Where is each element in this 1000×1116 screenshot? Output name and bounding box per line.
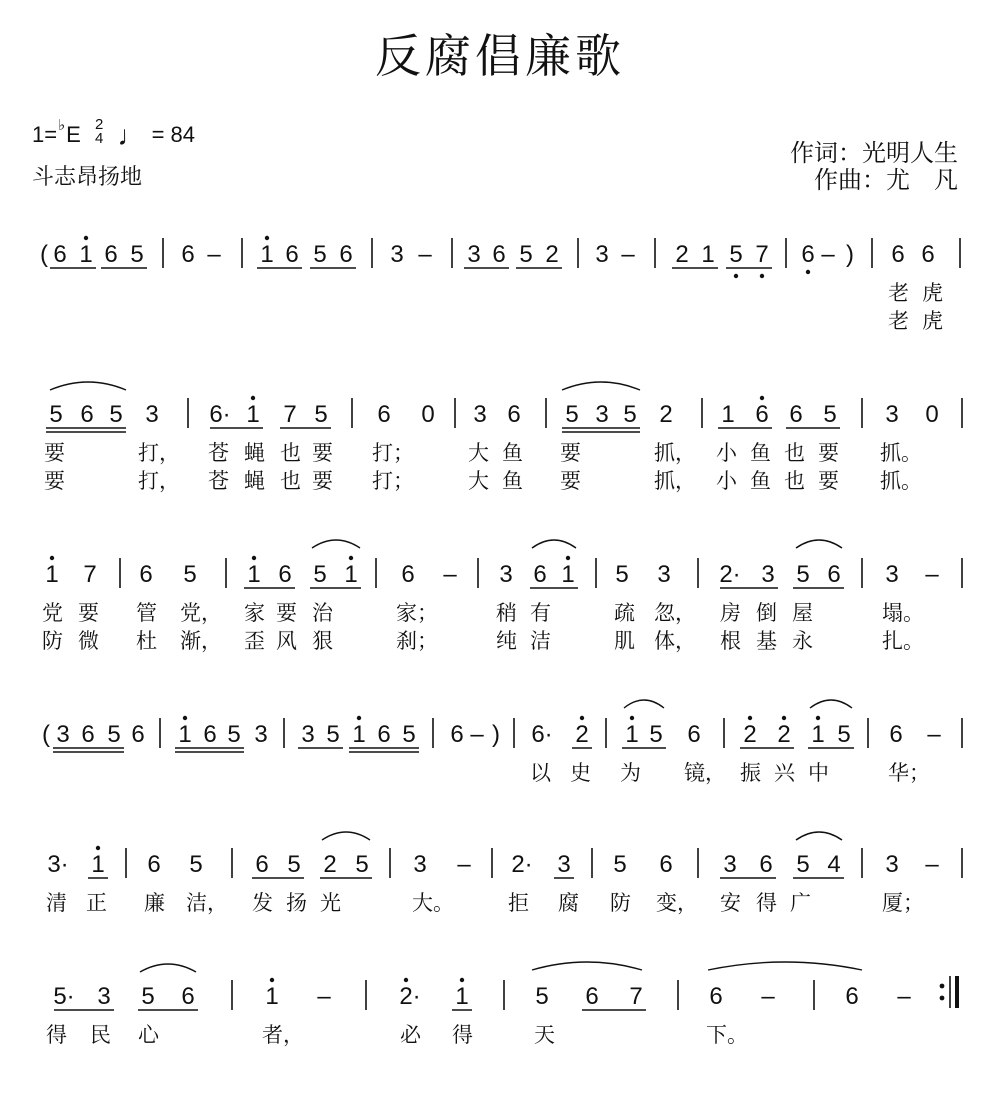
score-note: 5 [519,241,533,268]
score-note: 1 [246,401,260,428]
lyric-syllable: 苍 [208,441,229,465]
lyric-syllable: 天 [534,1023,555,1047]
lyric-syllable: 鱼 [502,469,523,493]
score-note: 6 [203,721,217,748]
score-note: 5 [313,241,327,268]
score-note: 5 [402,721,416,748]
score-note: 2 [545,241,559,268]
lyric-syllable: 心 [138,1023,159,1047]
score-note: 6 [709,983,723,1010]
tempo-value: = 84 [151,121,196,147]
score-note: 6 [789,401,803,428]
lyric-syllable: 要 [560,441,581,465]
score-note: 2· [511,851,533,878]
lyric-syllable: 要 [818,469,839,493]
lyric-syllable: 要 [44,441,65,465]
score-note: 5 [49,401,63,428]
score-note: 1 [561,561,575,588]
score-note: 1 [625,721,639,748]
score-note: 5 [287,851,301,878]
slur [810,700,852,708]
score-note: 0 [421,401,435,428]
lyric-syllable: 洁 [530,629,551,653]
lyric-syllable: 为 [620,761,641,785]
score-note: 3 [473,401,487,428]
slur [796,832,842,840]
lyric-syllable: 虎 [922,281,943,305]
score-note: 6· [209,401,231,428]
flat-sign: ♭ [58,116,66,134]
score-note: 6 [759,851,773,878]
score-note: 5 [109,401,123,428]
slur [532,962,642,970]
slur [140,964,196,972]
score-note: 2 [575,721,589,748]
lyric-syllable: 变， [656,891,698,915]
repeat-dot [940,996,945,1001]
score-note: 6 [377,401,391,428]
score-note: – [317,983,331,1010]
lyric-syllable: 肌 [614,629,635,653]
score-note: ( [40,241,48,268]
lyricist-credit: 作词：光明人生 [790,139,958,167]
octave-dot [252,556,256,560]
lyric-syllable: 鱼 [750,469,771,493]
score-note: 6 [507,401,521,428]
lyric-syllable: 正 [86,891,107,915]
lyric-syllable: 厦； [882,891,924,915]
lyric-syllable: 杜 [136,629,157,653]
lyric-syllable: 下。 [706,1023,748,1047]
score-note: 3 [761,561,775,588]
lyric-syllable: 打， [138,441,180,465]
score-note: 1 [721,401,735,428]
lyric-syllable: 广 [790,891,811,915]
octave-dot [270,978,274,982]
lyric-syllable: 老 [888,309,909,333]
score-note: 7 [83,561,97,588]
slur [312,540,360,548]
lyric-syllable: 得 [756,891,777,915]
score-note: 6 [181,241,195,268]
score-note: 3 [390,241,404,268]
score-note: – [821,241,835,268]
score-note: ( [42,721,50,748]
lyric-syllable: 小 [716,469,737,493]
octave-dot [404,978,408,982]
octave-dot [748,716,752,720]
lyric-syllable: 苍 [208,469,229,493]
slur [322,832,370,840]
lyric-syllable: 要 [560,469,581,493]
score-note: 6 [104,241,118,268]
slur [562,382,640,390]
lyric-syllable: 光 [320,891,341,915]
octave-dot [84,236,88,240]
score-note: ) [492,721,500,748]
score-note: – [761,983,775,1010]
score-note: 7 [755,241,769,268]
lyric-syllable: 得 [452,1023,473,1047]
lyric-syllable: 党 [42,601,63,625]
lyric-syllable: 打； [372,469,414,493]
score-note: 3 [467,241,481,268]
score-note: ) [846,241,854,268]
octave-dot [806,270,810,274]
lyric-syllable: 抓， [654,469,696,493]
octave-dot [96,846,100,850]
lyric-syllable: 振 [740,761,761,785]
time-top: 2 [94,116,104,133]
lyric-syllable: 家； [396,601,438,625]
score-note: 2 [675,241,689,268]
lyric-syllable: 永 [792,629,813,653]
lyric-syllable: 纯 [496,629,517,653]
score-note: 6 [533,561,547,588]
score-note: 2· [719,561,741,588]
score-note: – [457,851,471,878]
score-note: 3 [595,241,609,268]
score-note: 5 [615,561,629,588]
lyric-syllable: 也 [784,469,805,493]
lyric-syllable: 要 [312,441,333,465]
score-note: 2 [743,721,757,748]
lyric-syllable: 狠 [312,629,333,653]
lyric-syllable: 微 [78,629,99,653]
score-note: 7 [283,401,297,428]
lyric-syllable: 虎 [922,309,943,333]
lyric-syllable: 渐， [180,629,222,653]
score-note: – [418,241,432,268]
score-note: 6 [401,561,415,588]
score-note: 3 [56,721,70,748]
lyric-syllable: 大。 [412,891,454,915]
lyric-syllable: 要 [312,469,333,493]
score-note: 5 [141,983,155,1010]
octave-dot [734,274,738,278]
lyric-syllable: 清 [46,891,67,915]
lyric-syllable: 管 [136,601,157,625]
score-note: 3 [595,401,609,428]
lyric-syllable: 也 [280,441,301,465]
score-note: – [925,561,939,588]
score-note: 2 [323,851,337,878]
score-note: 5 [623,401,637,428]
score-note: 6 [147,851,161,878]
score-note: 6 [255,851,269,878]
score-note: 3 [885,561,899,588]
score-note: 6· [531,721,553,748]
score-note: 5 [183,561,197,588]
score-note: – [443,561,457,588]
lyric-syllable: 必 [400,1023,421,1047]
lyric-syllable: 老 [888,281,909,305]
score-note: 6 [801,241,815,268]
octave-dot [760,396,764,400]
score-note: 1 [91,851,105,878]
lyric-syllable: 大 [468,441,489,465]
score-note: 6 [80,401,94,428]
score-note: 1 [455,983,469,1010]
score-note: 5 [107,721,121,748]
score-note: – [207,241,221,268]
lyric-syllable: 小 [716,441,737,465]
lyric-syllable: 抓， [654,441,696,465]
score-note: 6 [492,241,506,268]
repeat-dot [940,984,945,989]
score-note: – [621,241,635,268]
score-note: 6 [755,401,769,428]
score-note: 6 [285,241,299,268]
score-note: 3 [557,851,571,878]
lyric-syllable: 也 [784,441,805,465]
octave-dot [630,716,634,720]
score-note: 6 [827,561,841,588]
score-note: 5 [313,561,327,588]
lyric-syllable: 要 [44,469,65,493]
lyric-syllable: 安 [720,891,741,915]
octave-dot [460,978,464,982]
score-note: 5 [823,401,837,428]
lyric-syllable: 体， [654,629,696,653]
octave-dot [251,396,255,400]
lyric-syllable: 镜， [684,761,726,785]
lyric-syllable: 抓。 [880,469,922,493]
lyric-syllable: 屋 [792,601,813,625]
score-note: – [925,851,939,878]
score-note: 3 [254,721,268,748]
score-note: 6 [53,241,67,268]
lyric-syllable: 防 [610,891,631,915]
score-note: 1 [178,721,192,748]
lyric-syllable: 洁， [186,891,228,915]
tie [708,962,862,970]
score-note: 6 [891,241,905,268]
score-note: 3 [885,401,899,428]
score-note: 5 [535,983,549,1010]
lyric-syllable: 要 [818,441,839,465]
score-note: 6 [131,721,145,748]
lyric-syllable: 华； [888,761,930,785]
lyric-syllable: 蝇 [244,469,265,493]
performance-mood: 斗志昂扬地 [32,165,143,190]
score-note: 6 [377,721,391,748]
score-note: 3 [657,561,671,588]
octave-dot [566,556,570,560]
lyric-syllable: 大 [468,469,489,493]
slur [796,540,842,548]
lyric-syllable: 发 [252,891,273,915]
score-note: 1 [247,561,261,588]
score-note: 5 [837,721,851,748]
lyric-syllable: 要 [78,601,99,625]
score-note: 5 [314,401,328,428]
score-note: 6 [81,721,95,748]
score-note: 6 [845,983,859,1010]
score-note: 3 [97,983,111,1010]
score-note: 5 [189,851,203,878]
lyric-syllable: 扬 [286,891,307,915]
slur [624,700,664,708]
octave-dot [580,716,584,720]
slur [50,382,126,390]
octave-dot [349,556,353,560]
octave-dot [265,236,269,240]
score-note: 1 [265,983,279,1010]
lyric-syllable: 忽， [654,601,696,625]
score-note: 5 [649,721,663,748]
score-note: 3 [413,851,427,878]
score-note: – [927,721,941,748]
score-note: 5 [227,721,241,748]
lyric-syllable: 家 [244,601,265,625]
lyric-syllable: 腐 [558,891,579,915]
score-note: 6 [139,561,153,588]
lyric-syllable: 兴 [774,761,795,785]
octave-dot [183,716,187,720]
lyric-syllable: 刹； [396,629,438,653]
score-note: 3· [47,851,69,878]
lyric-syllable: 中 [808,761,829,785]
lyric-syllable: 治 [312,601,333,625]
score-note: 0 [925,401,939,428]
lyric-syllable: 打， [138,469,180,493]
lyric-syllable: 以 [530,761,551,785]
score-note: 2· [399,983,421,1010]
octave-dot [782,716,786,720]
score-note: 6 [585,983,599,1010]
score-note: 6 [687,721,701,748]
score-note: 5 [565,401,579,428]
score-note: 6 [889,721,903,748]
octave-dot [357,716,361,720]
score-note: 6 [278,561,292,588]
score-note: 3 [723,851,737,878]
score-note: 6 [450,721,464,748]
composer-credit: 作曲：尤 凡 [814,166,958,194]
lyric-syllable: 稍 [496,601,517,625]
lyric-syllable: 抓。 [880,441,922,465]
score-note: 5 [613,851,627,878]
lyric-syllable: 扎。 [882,629,924,653]
lyric-syllable: 疏 [614,601,635,625]
score-note: 3 [301,721,315,748]
score-note: 1 [260,241,274,268]
score-note: 1 [45,561,59,588]
score-note: – [470,721,484,748]
octave-dot [50,556,54,560]
key-prefix: 1= [32,121,58,147]
score-note: 6 [181,983,195,1010]
lyric-syllable: 有 [530,601,551,625]
lyric-syllable: 防 [42,629,63,653]
score-note: 3 [885,851,899,878]
lyric-syllable: 风 [276,629,297,653]
score-note: 5· [53,983,75,1010]
score-note: 6 [659,851,673,878]
score-note: 5 [130,241,144,268]
lyric-syllable: 也 [280,469,301,493]
lyric-syllable: 鱼 [750,441,771,465]
score-note: 1 [79,241,93,268]
lyric-syllable: 党， [180,601,222,625]
quarter-note-icon: ♩ [117,120,146,151]
octave-dot [760,274,764,278]
song-title: 反腐倡廉歌 [375,29,625,83]
score-note: 5 [355,851,369,878]
key-tonic: E [66,121,81,147]
slur [532,540,576,548]
lyric-syllable: 鱼 [502,441,523,465]
score-note: 5 [796,851,810,878]
score-note: 2 [777,721,791,748]
score-note: 1 [811,721,825,748]
octave-dot [816,716,820,720]
score-note: 5 [729,241,743,268]
lyric-syllable: 歪 [244,629,265,653]
score-note: 5 [796,561,810,588]
lyric-syllable: 蝇 [244,441,265,465]
lyric-syllable: 房 [720,601,741,625]
score-note: 7 [629,983,643,1010]
score-note: 6 [921,241,935,268]
score-note: 1 [344,561,358,588]
score-note: 3 [145,401,159,428]
score-note: 4 [827,851,841,878]
lyric-syllable: 拒 [508,891,529,915]
score-note: – [897,983,911,1010]
lyric-syllable: 者， [262,1023,304,1047]
score-note: 6 [339,241,353,268]
score-note: 3 [499,561,513,588]
lyric-syllable: 史 [570,761,591,785]
score-note: 1 [701,241,715,268]
score-note: 1 [352,721,366,748]
lyric-syllable: 得 [46,1023,67,1047]
lyric-syllable: 要 [276,601,297,625]
lyric-syllable: 廉 [144,891,165,915]
score-note: 5 [326,721,340,748]
lyric-syllable: 塌。 [882,601,924,625]
lyric-syllable: 根 [720,629,741,653]
score-note: 2 [659,401,673,428]
time-bottom: 4 [94,130,104,147]
lyric-syllable: 打； [372,441,414,465]
lyric-syllable: 基 [756,629,777,653]
lyric-syllable: 民 [90,1023,111,1047]
lyric-syllable: 倒 [756,601,777,625]
